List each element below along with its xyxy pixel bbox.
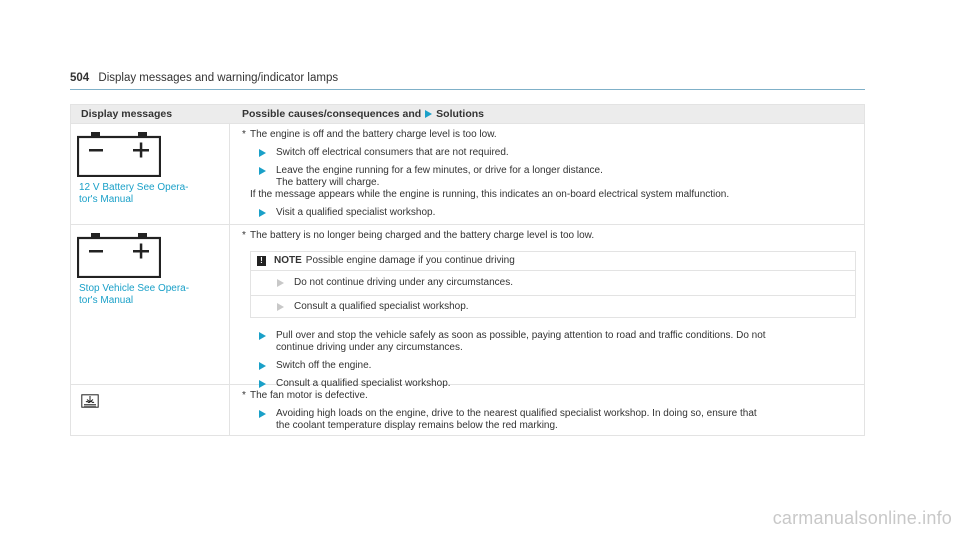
play-arrow-icon [277, 303, 284, 311]
solution-step [259, 330, 856, 354]
bullet-star: * [242, 230, 246, 241]
solution-step [259, 207, 856, 219]
play-arrow-icon [259, 149, 266, 157]
note-box [250, 251, 856, 318]
note-title: NOTE [274, 255, 302, 266]
message-line: Stop Vehicle See Opera- [79, 283, 190, 294]
note-header [251, 252, 855, 271]
message-line: 12 V Battery See Opera- [79, 182, 189, 193]
col-header-suffix: Solutions [436, 108, 485, 120]
page-title: Display messages and warning/indicator lamps [98, 72, 339, 84]
additional-info: If the message appears while the engine is running, this indicates an on-board electrical system malfunction. [250, 189, 730, 200]
play-arrow-icon [277, 279, 284, 287]
cause-label: The fan motor is defective. [250, 390, 368, 401]
display-message-text [77, 182, 229, 206]
cause-text [242, 390, 856, 402]
solution-text: Do not continue driving under any circumstances. [294, 277, 514, 288]
battery-icon [77, 231, 161, 278]
cause-text [242, 129, 856, 141]
note-solution-step [251, 295, 855, 313]
bullet-star: * [242, 390, 246, 401]
table-row [71, 384, 864, 435]
causes-solutions-cell [230, 225, 864, 389]
solution-text: Pull over and stop the vehicle safely as soon as possible, paying attention to road and traffic conditions. Do not [276, 330, 766, 341]
table-header [71, 105, 864, 123]
play-arrow-icon [425, 110, 432, 118]
watermark: carmanualsonline.info [772, 508, 952, 528]
display-message-text [77, 283, 229, 307]
play-arrow-icon [259, 410, 266, 418]
display-message-cell [71, 385, 230, 435]
solution-step [259, 147, 856, 159]
solution-text: Switch off the engine. [276, 360, 372, 371]
message-line: tor's Manual [79, 194, 134, 205]
battery-icon [77, 130, 161, 177]
play-arrow-icon [259, 332, 266, 340]
solution-text: the coolant temperature display remains below the red marking. [276, 420, 558, 431]
display-message-cell [71, 225, 230, 384]
solution-text: Leave the engine running for a few minutes, or drive for a longer distance. [276, 165, 603, 176]
col-header-display-messages: Display messages [81, 108, 173, 120]
solution-text: Consult a qualified specialist workshop. [276, 378, 451, 389]
solution-step [259, 360, 856, 372]
causes-solutions-cell [230, 124, 864, 224]
message-line: tor's Manual [79, 295, 134, 306]
bullet-star: * [242, 129, 246, 140]
solution-text: Switch off electrical consumers that are not required. [276, 147, 509, 158]
page-number: 504 [70, 72, 90, 84]
cause-label: The battery is no longer being charged and the battery charge level is too low. [250, 230, 595, 241]
table-row [71, 123, 864, 224]
solution-text: continue driving under any circumstances. [276, 342, 463, 353]
solution-text: Visit a qualified specialist workshop. [276, 207, 436, 218]
display-message-cell [71, 124, 230, 224]
header-rule [70, 89, 865, 90]
solution-step [259, 165, 856, 189]
col-header-prefix: Possible causes/consequences and [242, 108, 422, 120]
table-row [71, 224, 864, 389]
page-header [70, 72, 338, 84]
col-header-causes-solutions [230, 108, 864, 120]
coolant-fan-icon [81, 394, 99, 408]
cause-label: The engine is off and the battery charge level is too low. [250, 129, 497, 140]
solution-text: Consult a qualified specialist workshop. [294, 301, 469, 312]
warning-icon: ! [257, 256, 266, 266]
solution-text: The battery will charge. [276, 177, 380, 188]
solution-text: Avoiding high loads on the engine, drive to the nearest qualified specialist workshop. In doing so, ensure that [276, 408, 757, 419]
messages-table [70, 104, 865, 436]
play-arrow-icon [259, 167, 266, 175]
cause-text [242, 230, 856, 242]
note-solution-step [277, 277, 855, 289]
play-arrow-icon [259, 209, 266, 217]
solution-step [259, 408, 856, 432]
causes-solutions-cell [230, 385, 864, 435]
play-arrow-icon [259, 362, 266, 370]
note-text: Possible engine damage if you continue driving [305, 255, 515, 266]
